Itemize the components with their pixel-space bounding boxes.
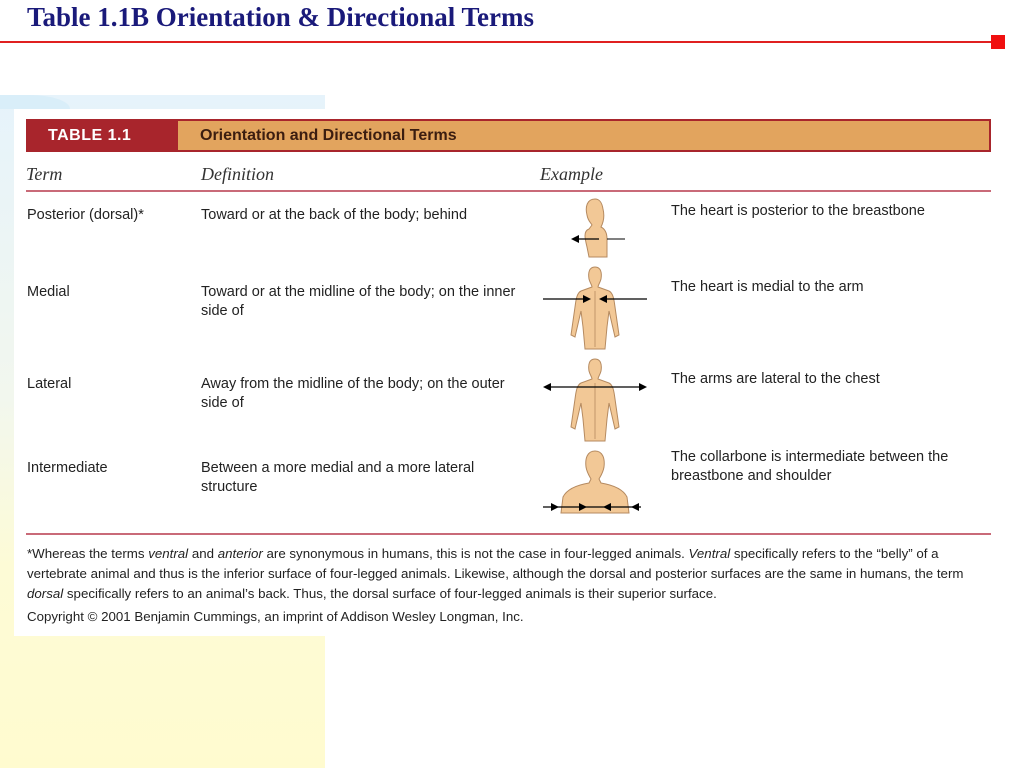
example-cell: The heart is medial to the arm <box>671 279 864 295</box>
column-header-term: Term <box>26 164 63 184</box>
header-rule <box>26 190 991 192</box>
definition-cell: Toward or at the midline of the body; on the inner side of <box>201 284 516 319</box>
table-row <box>14 193 1005 269</box>
footnote <box>27 544 992 604</box>
footnote-text: and <box>188 546 218 561</box>
posterior-side-view-arrow-icon <box>537 195 647 265</box>
footnote-text: *Whereas the terms <box>27 546 149 561</box>
table-header <box>26 119 991 152</box>
footnote-text: specifically refers to the “belly” of a vertebrate animal and thus is the inferior surface of four-legged animals. Likewise, although the dorsal and posterior surfaces are the same in humans, the term <box>27 546 964 581</box>
term-cell: Lateral <box>27 376 72 392</box>
term-cell: Medial <box>27 284 70 300</box>
column-header-definition: Definition <box>201 164 274 184</box>
footnote-term-ventral: ventral <box>148 546 189 561</box>
table-number: TABLE 1.1 <box>28 121 178 150</box>
lateral-arrows-outward-icon <box>537 357 647 443</box>
table-panel <box>14 109 1005 636</box>
term-cell: Posterior (dorsal)* <box>27 207 144 223</box>
footnote-term-anterior: anterior <box>217 546 263 561</box>
footer-rule <box>26 533 991 535</box>
footnote-term-ventral-capitalized: Ventral <box>688 546 731 561</box>
medial-arrows-inward-icon <box>537 265 647 355</box>
table-row <box>14 443 1005 523</box>
title-underline <box>0 41 992 43</box>
copyright-notice: Copyright © 2001 Benjamin Cummings, an imprint of Addison Wesley Longman, Inc. <box>27 609 524 624</box>
example-cell: The arms are lateral to the chest <box>671 371 880 387</box>
definition-cell: Between a more medial and a more lateral structure <box>201 460 475 495</box>
definition-cell: Away from the midline of the body; on the outer side of <box>201 376 505 411</box>
slide-title: Table 1.1B Orientation & Directional Terms <box>27 2 535 32</box>
table-row <box>14 359 1005 443</box>
footnote-term-dorsal: dorsal <box>27 586 64 601</box>
example-cell: The collarbone is intermediate between the breastbone and shoulder <box>671 449 949 484</box>
table-row <box>14 269 1005 359</box>
title-accent-square <box>991 35 1005 49</box>
column-header-example: Example <box>540 164 603 184</box>
table-caption: Orientation and Directional Terms <box>178 121 989 150</box>
example-cell: The heart is posterior to the breastbone <box>671 203 925 219</box>
intermediate-shoulder-arrows-icon <box>537 447 647 519</box>
term-cell: Intermediate <box>27 460 108 476</box>
footnote-text: specifically refers to an animal’s back. Thus, the dorsal surface of four-legged animals is their superior surface. <box>63 586 717 601</box>
definition-cell: Toward or at the back of the body; behind <box>201 207 468 223</box>
footnote-text: are synonymous in humans, this is not the case in four-legged animals. <box>262 546 689 561</box>
